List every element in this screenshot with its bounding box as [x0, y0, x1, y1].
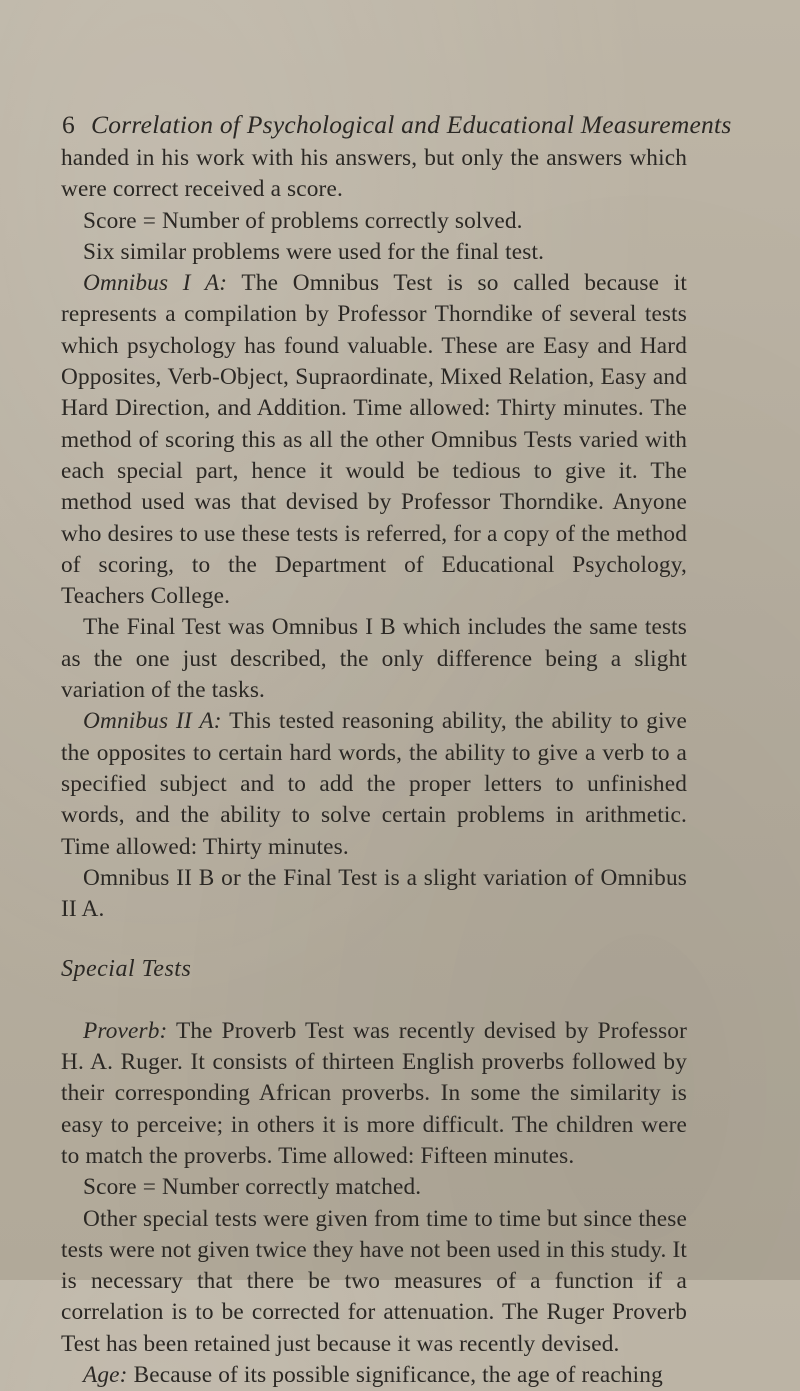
age-body: Because of its possible significance, the age of reaching	[133, 1361, 663, 1388]
paragraph-proverb-score: Score = Number correctly matched.	[83, 1174, 422, 1201]
body-text	[61, 143, 687, 1391]
paragraph-proverb	[61, 1016, 687, 1172]
age-lead: Age:	[83, 1361, 128, 1388]
paragraph-omnibus-i-a	[61, 268, 687, 612]
paragraph-final-test-problems: Six similar problems were used for the final test.	[83, 238, 545, 265]
running-title: Correlation of Psychological and Educational Measurements	[91, 110, 732, 139]
paragraph-omnibus-ii-a	[61, 706, 687, 862]
paragraph-final-test-omnibus-i-b: The Final Test was Omnibus I B which includes the same tests as the one just described, the only difference being a slight variation of the tasks.	[61, 614, 687, 704]
paragraph-age	[61, 1360, 687, 1391]
paragraph-omnibus-ii-b: Omnibus II B or the Final Test is a slight variation of Omnibus II A.	[61, 864, 687, 923]
omnibus-i-a-lead: Omnibus I A:	[83, 270, 228, 297]
omnibus-ii-a-lead: Omnibus II A:	[83, 708, 222, 735]
omnibus-i-a-body: The Omnibus Test is so called because it represents a compilation by Professor Thorndike of several tests which psychology has found valuable. These are Easy and Hard Opposites, Verb-Object, Supraordinate, Mixed Relation, Easy and Hard Direction, and Addition. Time allowed: Thirty minutes. The method of scoring this as all the other Omnibus Tests varied with each special part, hence it would be tedious to give it. The method used was that devised by Professor Thorndike. Anyone who desires to use these tests is referred, for a copy of the method of scoring, to the Department of Educational Psychology, Teachers College.	[61, 270, 687, 610]
running-head	[62, 110, 732, 140]
paragraph-continuation: handed in his work with his answers, but only the answers which were correct received a score.	[61, 145, 687, 203]
paragraph-other-special-tests: Other special tests were given from time to time but since these tests were not given twice they have not been used in this study. It is necessary that there be two measures of a function if a correlation is to be corrected for attenuation. The Ruger Proverb Test has been retained just because it was recently devised.	[61, 1205, 687, 1357]
paragraph-score-formula: Score = Number of problems correctly solved.	[83, 207, 523, 234]
proverb-body: The Proverb Test was recently devised by Professor H. A. Ruger. It consists of thirteen English proverbs followed by their corresponding African proverbs. In some the similarity is easy to perceive; in others it is more difficult. The children were to match the proverbs. Time allowed: Fifteen minutes.	[61, 1017, 687, 1169]
section-heading: Special Tests	[61, 956, 192, 983]
proverb-lead: Proverb:	[83, 1017, 168, 1044]
omnibus-ii-a-body: This tested reasoning ability, the ability to give the opposites to certain hard words, the ability to give a verb to a specified subject and to add the proper letters to unfinished words, and the ability to solve certain problems in arithmetic. Time allowed: Thirty minutes.	[61, 708, 687, 860]
page-number: 6	[62, 110, 75, 139]
